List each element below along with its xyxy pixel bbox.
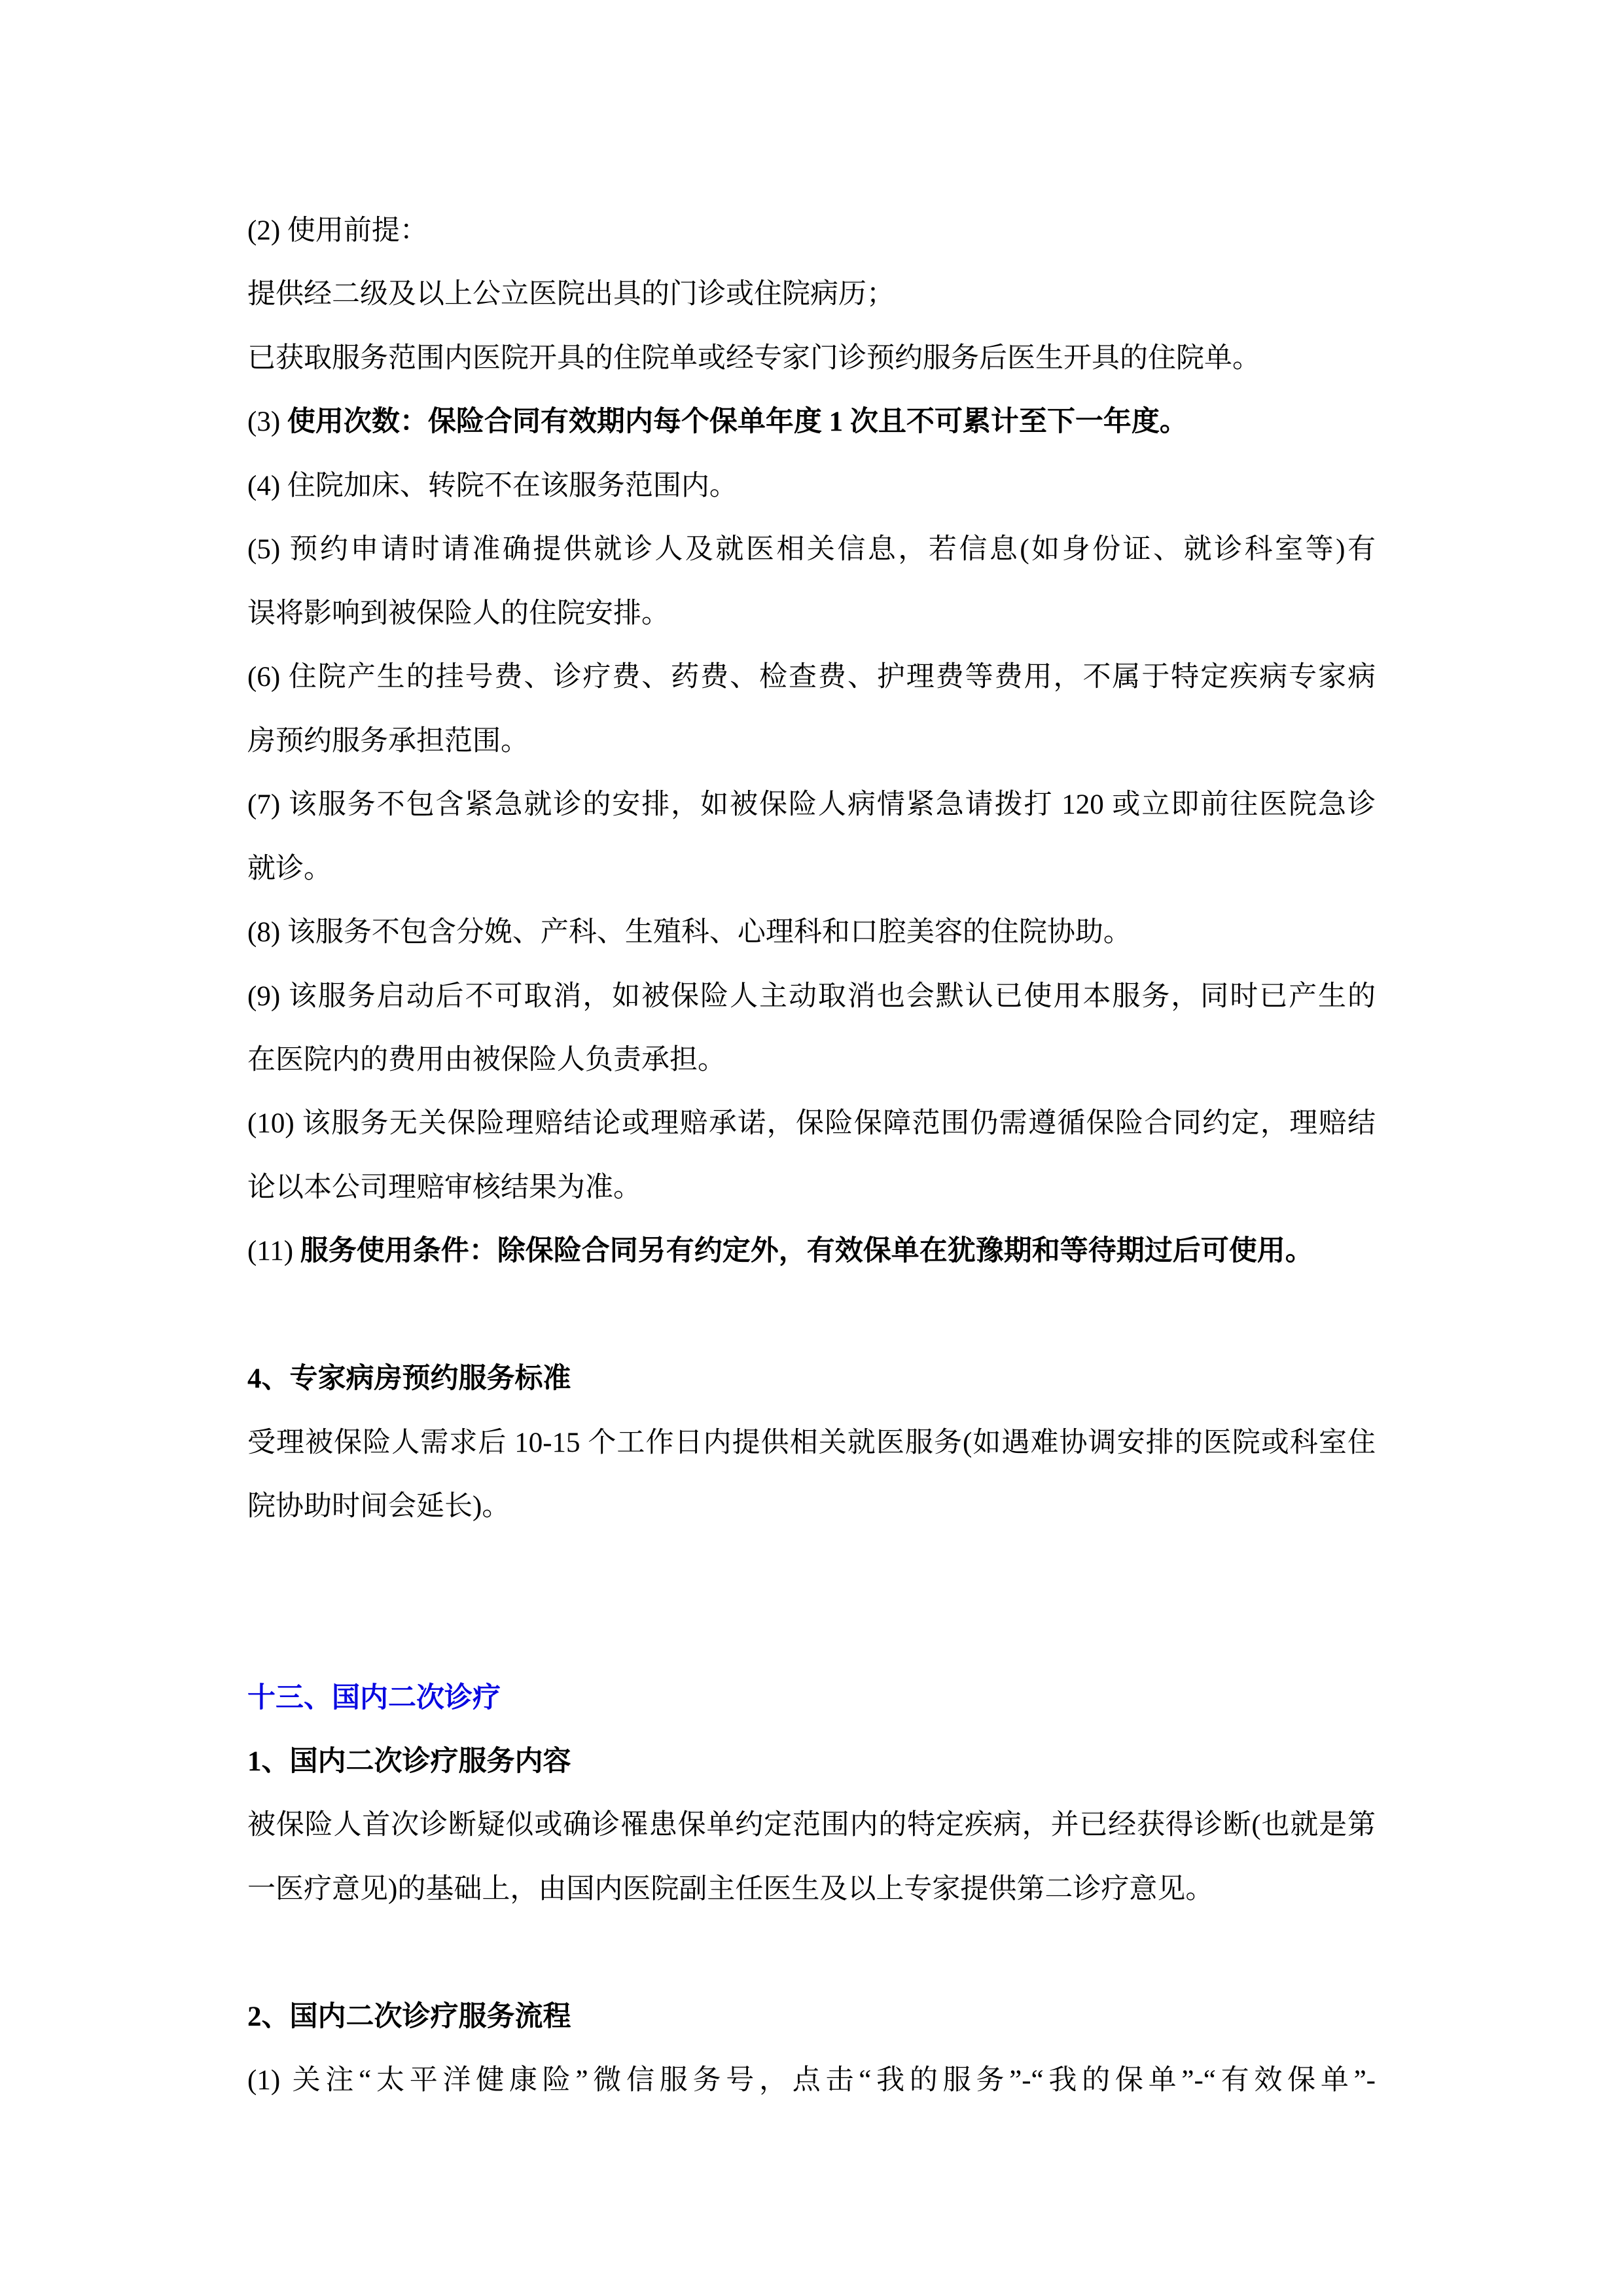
subsection-1-heading bbox=[247, 1746, 571, 1779]
subsection-2-heading bbox=[247, 2001, 571, 2034]
text-segment: (6) 住院产生的挂号费、诊疗费、药费、检查费、护理费等费用，不属于特定疾病专家病 bbox=[247, 662, 1376, 692]
clause-8-line bbox=[247, 916, 1132, 950]
text-segment: 4、专家病房预约服务标准 bbox=[247, 1363, 571, 1394]
text-segment: 院协助时间会延长)。 bbox=[247, 1491, 510, 1522]
clause-1-line bbox=[247, 2064, 1376, 2098]
emphasis-text: 使用次数：保险合同有效期内每个保单年度 1 次且不可累计至下一年度。 bbox=[287, 406, 1188, 437]
text-segment: 在医院内的费用由被保险人负责承担。 bbox=[247, 1045, 726, 1075]
clause-6-line bbox=[247, 661, 1376, 694]
text-segment: (9) 该服务启动后不可取消，如被保险人主动取消也会默认已使用本服务，同时已产生的 bbox=[247, 981, 1376, 1012]
text-segment: 房预约服务承担范围。 bbox=[247, 726, 529, 757]
text-segment: 2、国内二次诊疗服务流程 bbox=[247, 2001, 571, 2032]
text-segment: (2) 使用前提： bbox=[247, 215, 428, 246]
paragraph-line bbox=[247, 278, 895, 312]
clause-9-line bbox=[247, 980, 1376, 1014]
paragraph-line bbox=[247, 1172, 641, 1205]
emphasis-text: 服务使用条件：除保险合同另有约定外，有效保单在犹豫期和等待期过后可使用。 bbox=[300, 1236, 1313, 1266]
clause-10-line bbox=[247, 1107, 1376, 1141]
text-segment: (7) 该服务不包含紧急就诊的安排，如被保险人病情紧急请拨打 120 或立即前往医院急诊 bbox=[247, 789, 1376, 820]
text-segment: 1、国内二次诊疗服务内容 bbox=[247, 1746, 571, 1777]
text-segment: 误将影响到被保险人的住院安排。 bbox=[247, 598, 669, 629]
subsection-4-heading bbox=[247, 1363, 571, 1396]
text-segment: (4) 住院加床、转院不在该服务范围内。 bbox=[247, 471, 738, 501]
text-segment: (5) 预约申请时请准确提供就诊人及就医相关信息，若信息(如身份证、就诊科室等)有 bbox=[247, 534, 1376, 565]
clause-11-line bbox=[247, 1235, 1313, 1268]
section-13-heading bbox=[247, 1682, 501, 1715]
paragraph-line bbox=[247, 1427, 1376, 1460]
clause-7-line bbox=[247, 789, 1376, 822]
text-segment: 一医疗意见)的基础上，由国内医院副主任医生及以上专家提供第二诊疗意见。 bbox=[247, 1874, 1214, 1905]
clause-2-heading bbox=[247, 215, 428, 248]
paragraph-line bbox=[247, 1044, 726, 1077]
paragraph-line bbox=[247, 1809, 1376, 1842]
text-segment: 已获取服务范围内医院开具的住院单或经专家门诊预约服务后医生开具的住院单。 bbox=[247, 343, 1260, 374]
text-segment: 论以本公司理赔审核结果为准。 bbox=[247, 1172, 641, 1203]
text-segment: (3) bbox=[247, 406, 287, 437]
text-segment: (1) 关注“太平洋健康险”微信服务号，点击“我的服务”-“我的保单”-“有效保单”- bbox=[247, 2065, 1376, 2096]
paragraph-line bbox=[247, 598, 669, 631]
paragraph-line bbox=[247, 1490, 510, 1524]
clause-4-line bbox=[247, 470, 738, 503]
text-segment: (10) 该服务无关保险理赔结论或理赔承诺，保险保障范围仍需遵循保险合同约定，理赔结 bbox=[247, 1108, 1376, 1139]
text-segment: 被保险人首次诊断疑似或确诊罹患保单约定范围内的特定疾病，并已经获得诊断(也就是第 bbox=[247, 1810, 1376, 1840]
clause-3-line bbox=[247, 406, 1188, 439]
paragraph-line bbox=[247, 342, 1260, 376]
text-segment: 十三、国内二次诊疗 bbox=[247, 1683, 501, 1713]
paragraph-line bbox=[247, 853, 332, 886]
text-segment: (8) 该服务不包含分娩、产科、生殖科、心理科和口腔美容的住院协助。 bbox=[247, 917, 1132, 948]
text-segment: 提供经二级及以上公立医院出具的门诊或住院病历； bbox=[247, 279, 895, 310]
text-segment: (11) bbox=[247, 1236, 300, 1266]
paragraph-line bbox=[247, 1873, 1213, 1907]
clause-5-line bbox=[247, 533, 1376, 567]
paragraph-line bbox=[247, 725, 529, 759]
text-segment: 受理被保险人需求后 10-15 个工作日内提供相关就医服务(如遇难协调安排的医院或科室住 bbox=[247, 1427, 1376, 1458]
text-segment: 就诊。 bbox=[247, 853, 332, 884]
